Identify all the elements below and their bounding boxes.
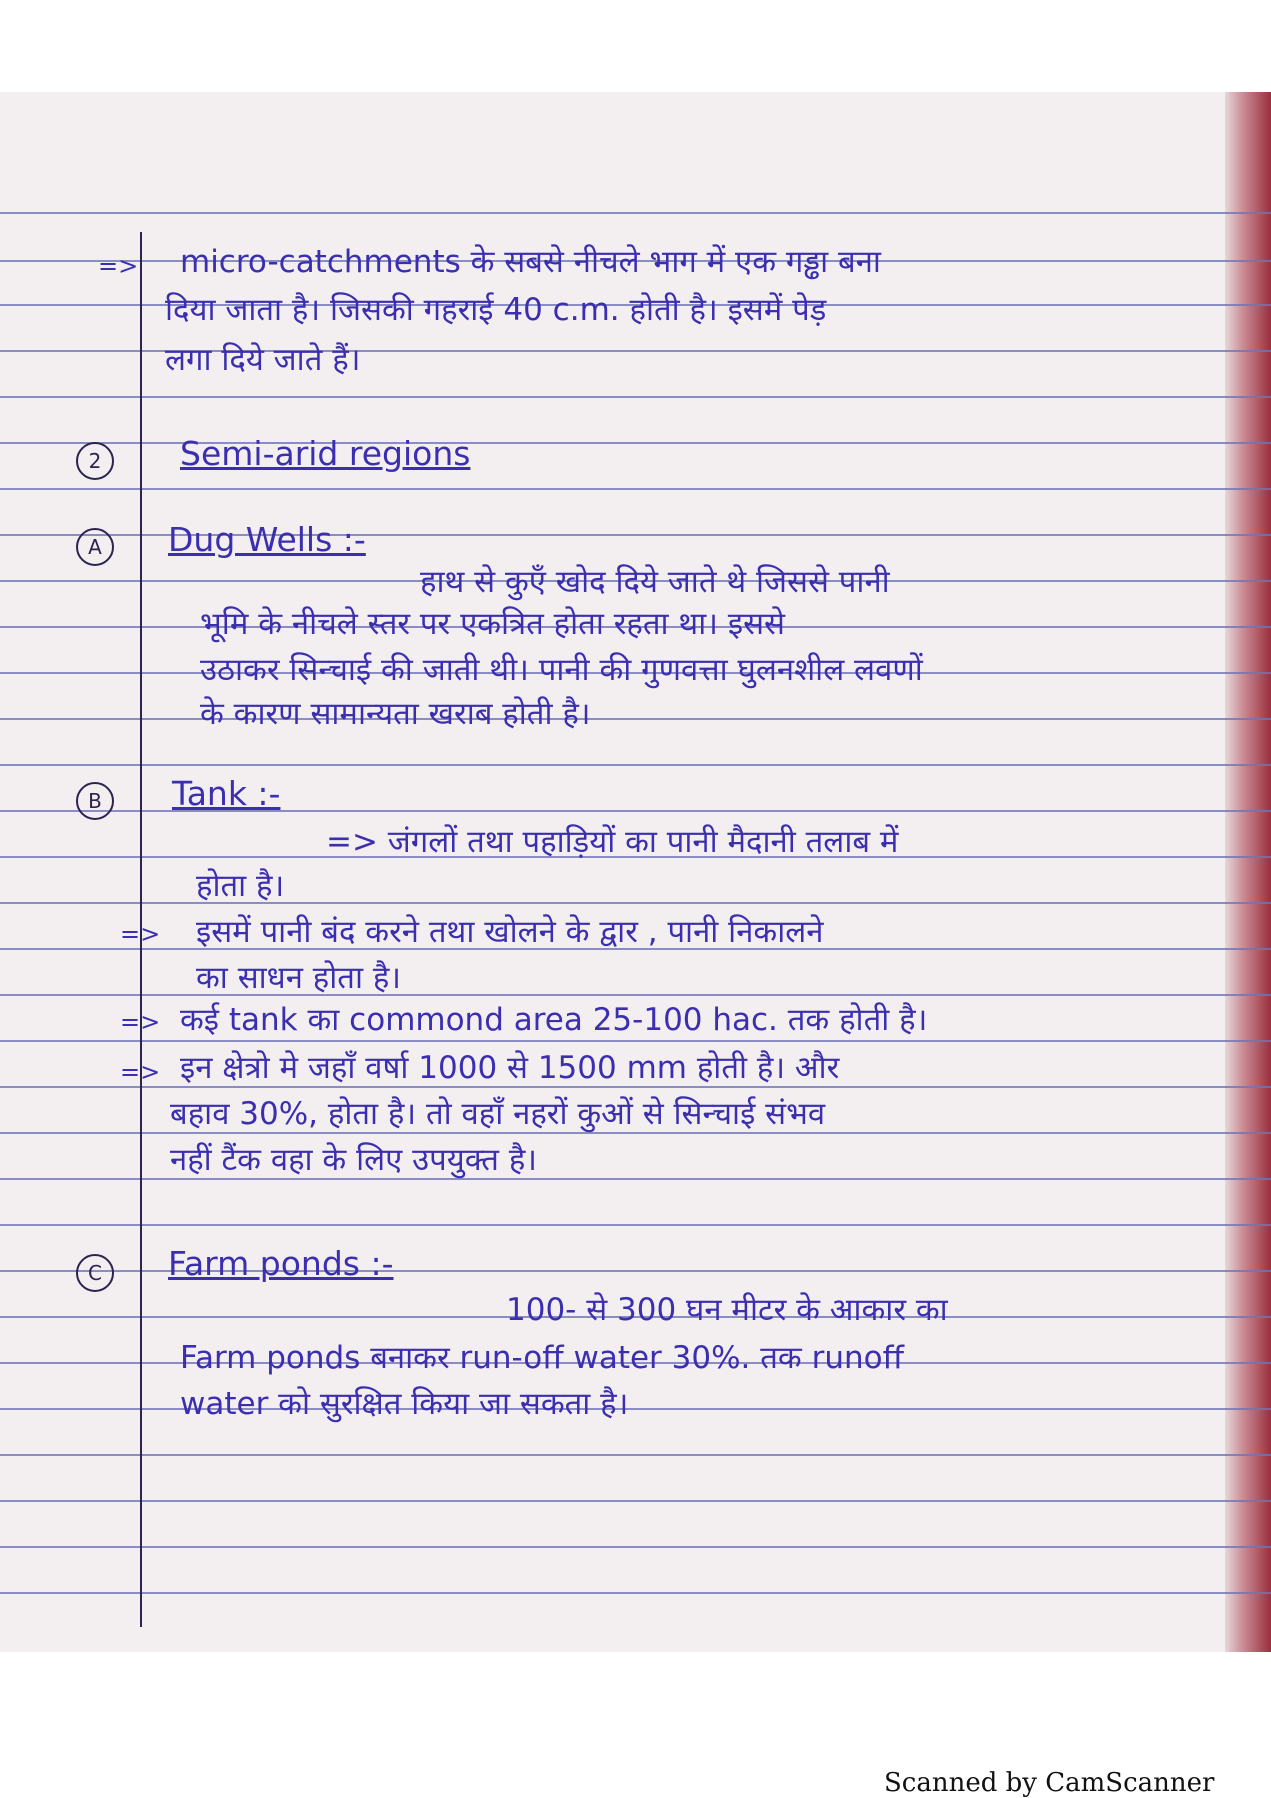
section-heading: Tank :- — [172, 774, 281, 813]
arrow-marker: => — [120, 920, 161, 948]
text-line: => जंगलों तथा पहाड़ियों का पानी मैदानी तलाब में — [326, 824, 899, 860]
section-number: A — [76, 528, 114, 566]
ruled-line — [0, 1546, 1271, 1548]
section-number: 2 — [76, 442, 114, 480]
text-line: लगा दिये जाते हैं। — [165, 342, 361, 378]
text-line: 100- से 300 घन मीटर के आकार का — [506, 1292, 948, 1328]
text-line: का साधन होता है। — [196, 960, 402, 996]
text-line: water को सुरक्षित किया जा सकता है। — [180, 1386, 629, 1422]
ruled-line — [0, 764, 1271, 766]
arrow-marker: => — [120, 1008, 161, 1036]
section-number: B — [76, 782, 114, 820]
ruled-line — [0, 1592, 1271, 1594]
text-line: कई tank का commond area 25-100 hac. तक होती है। — [180, 1002, 928, 1038]
ruled-line — [0, 396, 1271, 398]
section-heading: Dug Wells :- — [168, 520, 366, 559]
ruled-line — [0, 1500, 1271, 1502]
ruled-line — [0, 718, 1271, 720]
section-number: C — [76, 1254, 114, 1292]
text-line: दिया जाता है। जिसकी गहराई 40 c.m. होती है। इसमें पेड़ — [165, 292, 827, 328]
ruled-line — [0, 1040, 1271, 1042]
ruled-line — [0, 902, 1271, 904]
ruled-line — [0, 212, 1271, 214]
ruled-line — [0, 994, 1271, 996]
ruled-line — [0, 1224, 1271, 1226]
scanner-watermark: Scanned by CamScanner — [884, 1768, 1215, 1798]
text-line: हाथ से कुएँ खोद दिये जाते थे जिससे पानी — [420, 564, 890, 600]
ruled-line — [0, 1454, 1271, 1456]
text-line: बहाव 30%, होता है। तो वहाँ नहरों कुओं से सिन्चाई संभव — [170, 1096, 826, 1132]
text-line: Farm ponds बनाकर run-off water 30%. तक runoff — [180, 1340, 904, 1376]
notebook-page — [0, 92, 1271, 1652]
text-line: micro-catchments के सबसे नीचले भाग में एक गड्ढा बना — [180, 244, 881, 280]
text-line: उठाकर सिन्चाई की जाती थी। पानी की गुणवत्ता घुलनशील लवणों — [200, 652, 923, 688]
section-heading: Farm ponds :- — [168, 1244, 394, 1283]
arrow-marker: => — [98, 252, 139, 280]
arrow-marker: => — [120, 1058, 161, 1086]
ruled-line — [0, 488, 1271, 490]
text-line: होता है। — [196, 868, 285, 904]
text-line: के कारण सामान्यता खराब होती है। — [200, 696, 591, 732]
section-heading: Semi-arid regions — [180, 434, 471, 473]
text-line: इन क्षेत्रो मे जहाँ वर्षा 1000 से 1500 mm होती है। और — [180, 1050, 840, 1086]
page-edge — [1225, 92, 1271, 1652]
text-line: इसमें पानी बंद करने तथा खोलने के द्वार , पानी निकालने — [196, 914, 824, 950]
text-line: भूमि के नीचले स्तर पर एकत्रित होता रहता था। इससे — [200, 606, 785, 642]
text-line: नहीं टैंक वहा के लिए उपयुक्त है। — [170, 1142, 538, 1178]
